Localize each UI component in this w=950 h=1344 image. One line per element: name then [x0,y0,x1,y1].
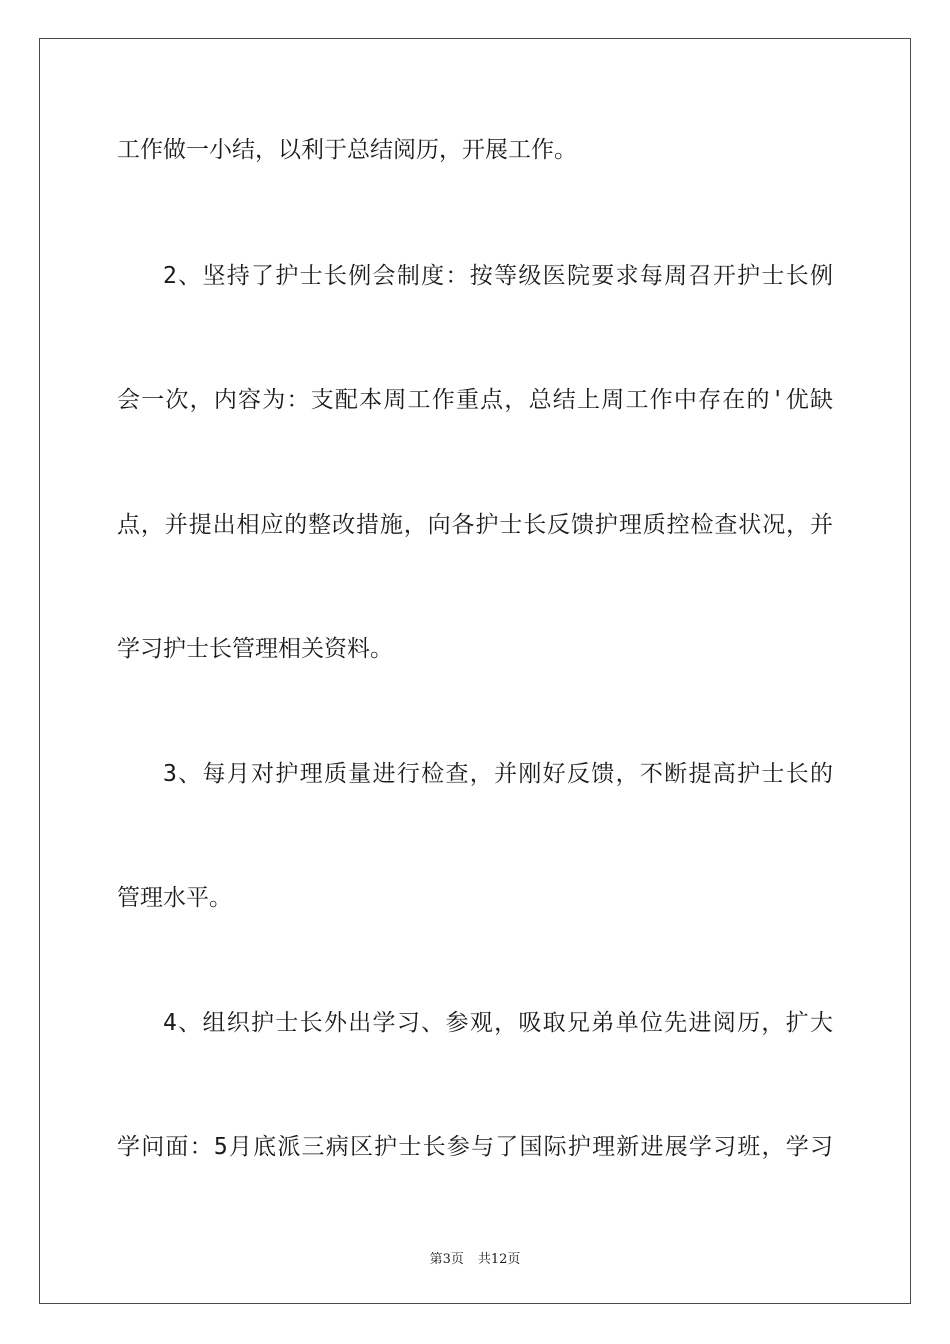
page-border [39,38,911,1304]
text-line: 2、坚持了护士长例会制度：按等级医院要求每周召开护士长例 [163,263,833,289]
text-line: 3、每月对护理质量进行检查，并刚好反馈，不断提高护士长的 [163,761,833,787]
text-line: 学问面：5月底派三病区护士长参与了国际护理新进展学习班，学习 [117,1134,833,1160]
text-line: 学习护士长管理相关资料。 [117,636,393,662]
text-line: 点，并提出相应的整改措施，向各护士长反馈护理质控检查状况，并 [117,512,833,538]
page-total: 共12页 [477,1252,521,1267]
text-line: 会一次，内容为：支配本周工作重点，总结上周工作中存在的'优缺 [117,387,833,413]
text-line: 工作做一小结，以利于总结阅历，开展工作。 [117,137,577,163]
page-number: 第3页 [429,1252,464,1267]
text-line: 4、组织护士长外出学习、参观，吸取兄弟单位先进阅历，扩大 [163,1010,833,1036]
page-footer [0,1248,950,1267]
text-line: 管理水平。 [117,885,232,911]
